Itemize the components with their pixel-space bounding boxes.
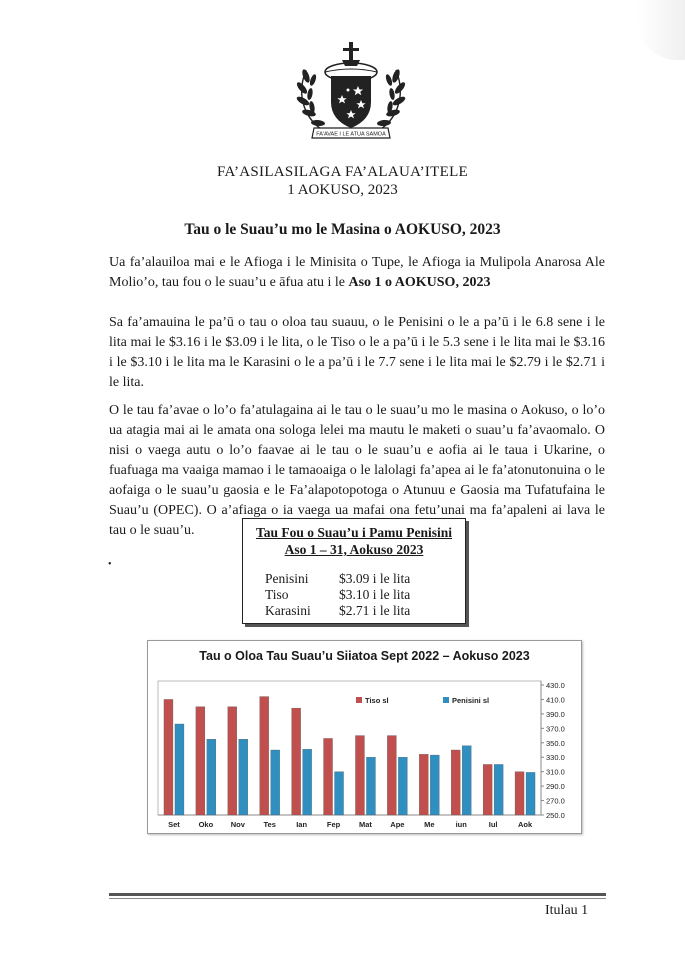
price-row-fuel: Karasini [265,603,311,618]
x-tick-label: Oko [198,820,214,829]
x-tick-label: Mat [358,820,372,829]
price-row-fuel: Tiso [265,587,289,602]
notice-date: 1 AOKUSO, 2023 [287,182,398,198]
paragraph-market-context: O le tau fa’avae o lo’o fa’atulagaina ai le tau o le suau’u mo le masina o Aokuso, o lo’o ua atagia mai ai le amata ona sologa lelei ma mautu le maketi o suau’u fa’avaomalo. O nisi o vaega autu o lo’o faavae ai le tau o le suau’u e aofia ai le taua i Ukarine, o fuafuaga ma vaaiga mamao i le tamaoaiga o le lalolagi fa’apea ai le fa’atonutonuina o le aofaiga o le suau’u gaosia e le Fa’alapotopotoga o Atunuu e Gaosia ma Tufatufaina le Suau’u (OPEC). O a’afiaga o ia vaega ua mafai ona fetu’unai ma fa’apaleni ai lava le tau o le suau’u. [109,403,605,538]
bar-penisini [526,772,535,815]
bar-penisini [462,746,471,815]
paragraph-announcement-date: Aso 1 o AOKUSO, 2023 [348,275,491,290]
bar-tiso [164,699,173,815]
bar-penisini [207,739,216,815]
price-row [265,603,410,619]
x-tick-label: Tes [263,820,276,829]
paragraph-price-changes: Sa fa’amauina le pa’ū o tau o oloa tau suauu, o le Penisini o le a pa’ū i le 6.8 sene i le lita mai le $3.16 i le $3.09 i le lita, o le Tiso o le a pa’ū i le 5.3 sene i le lita mai le $3.16 i le $3.10 i le lita ma le Karasini o le a pa’ū i le 7.7 sene i le lita mai le $2.79 i le $2.71 i le lita. [109,315,605,390]
chart-title: Tau o Oloa Tau Suau’u Siiatoa Sept 2022 – Aokuso 2023 [199,649,530,663]
legend-swatch [443,697,449,703]
bar-penisini [335,772,344,815]
bar-tiso [260,697,269,815]
chart-plot [148,641,581,833]
stray-mark: • [108,559,112,570]
y-tick-label: 430.0 [546,681,565,690]
bar-penisini [430,755,439,815]
bar-tiso [515,772,524,815]
bar-penisini [366,757,375,815]
legend-swatch [356,697,362,703]
x-tick-label: iun [455,820,467,829]
x-tick-label: Ian [296,820,308,829]
samoa-coat-of-arms-icon [286,40,416,145]
bar-penisini [175,724,184,815]
y-tick-label: 390.0 [546,709,565,719]
bar-tiso [228,707,237,815]
legend-label: Penisini sl [452,696,490,705]
bar-penisini [239,739,248,815]
y-tick-label: 270.0 [546,796,565,806]
price-row [265,587,410,603]
paragraph-announcement-text: Ua fa’alauiloa mai e le Afioga i le Minisita o Tupe, le Afioga ia Mulipola Anarosa Ale Molio’o, tau fou o le suau’u e āfua atu i le [109,255,605,290]
x-tick-label: Ape [390,820,405,829]
bar-penisini [271,750,280,815]
x-tick-label: Aok [517,820,533,829]
y-tick-label: 250.0 [546,811,565,820]
bar-tiso [483,764,492,815]
legend-label: Tiso sl [365,696,389,705]
x-tick-label: Nov [230,820,245,829]
y-tick-label: 330.0 [546,753,565,763]
bar-tiso [196,707,205,815]
bar-tiso [451,750,460,815]
bar-tiso [324,738,333,815]
price-summary-box [242,518,466,624]
scan-shadow [637,0,685,60]
document-title: Tau o le Suau’u mo le Masina o AOKUSO, 2023 [184,221,501,238]
fuel-price-chart [147,640,582,834]
footer-rule-thin [109,898,606,899]
price-row-fuel: Penisini [265,571,309,586]
y-tick-label: 370.0 [546,724,565,734]
page-number: Itulau 1 [545,903,589,918]
y-tick-label: 410.0 [546,695,565,705]
bar-tiso [387,736,396,815]
y-tick-label: 290.0 [546,782,565,792]
notice-heading: FA’ASILASILAGA FA’ALAUA’ITELE [216,164,469,180]
price-row-value: $3.10 i le lita [339,587,411,602]
bar-tiso [419,754,428,815]
price-box-heading: Tau Fou o Suau’u i Pamu Penisini [255,525,453,540]
bar-tiso [292,708,301,815]
price-box-period: Aso 1 – 31, Aokuso 2023 [284,542,424,557]
y-tick-label: 310.0 [546,767,565,777]
paragraph-announcement [109,253,605,293]
x-tick-label: Me [424,820,435,829]
x-tick-label: Set [168,820,180,829]
price-row [265,571,410,587]
bar-tiso [355,736,364,815]
x-tick-label: Fep [326,820,341,829]
footer-rule-thick [109,893,606,896]
y-tick-label: 350.0 [546,738,565,748]
x-tick-label: Iul [488,820,498,829]
emblem-motto: FA'AVAE I LE ATUA SAMOA [316,131,386,138]
bar-penisini [494,764,503,815]
price-row-value: $2.71 i le lita [339,603,411,618]
bar-penisini [303,749,312,815]
bar-penisini [398,757,407,815]
price-row-value: $3.09 i le lita [339,571,411,586]
